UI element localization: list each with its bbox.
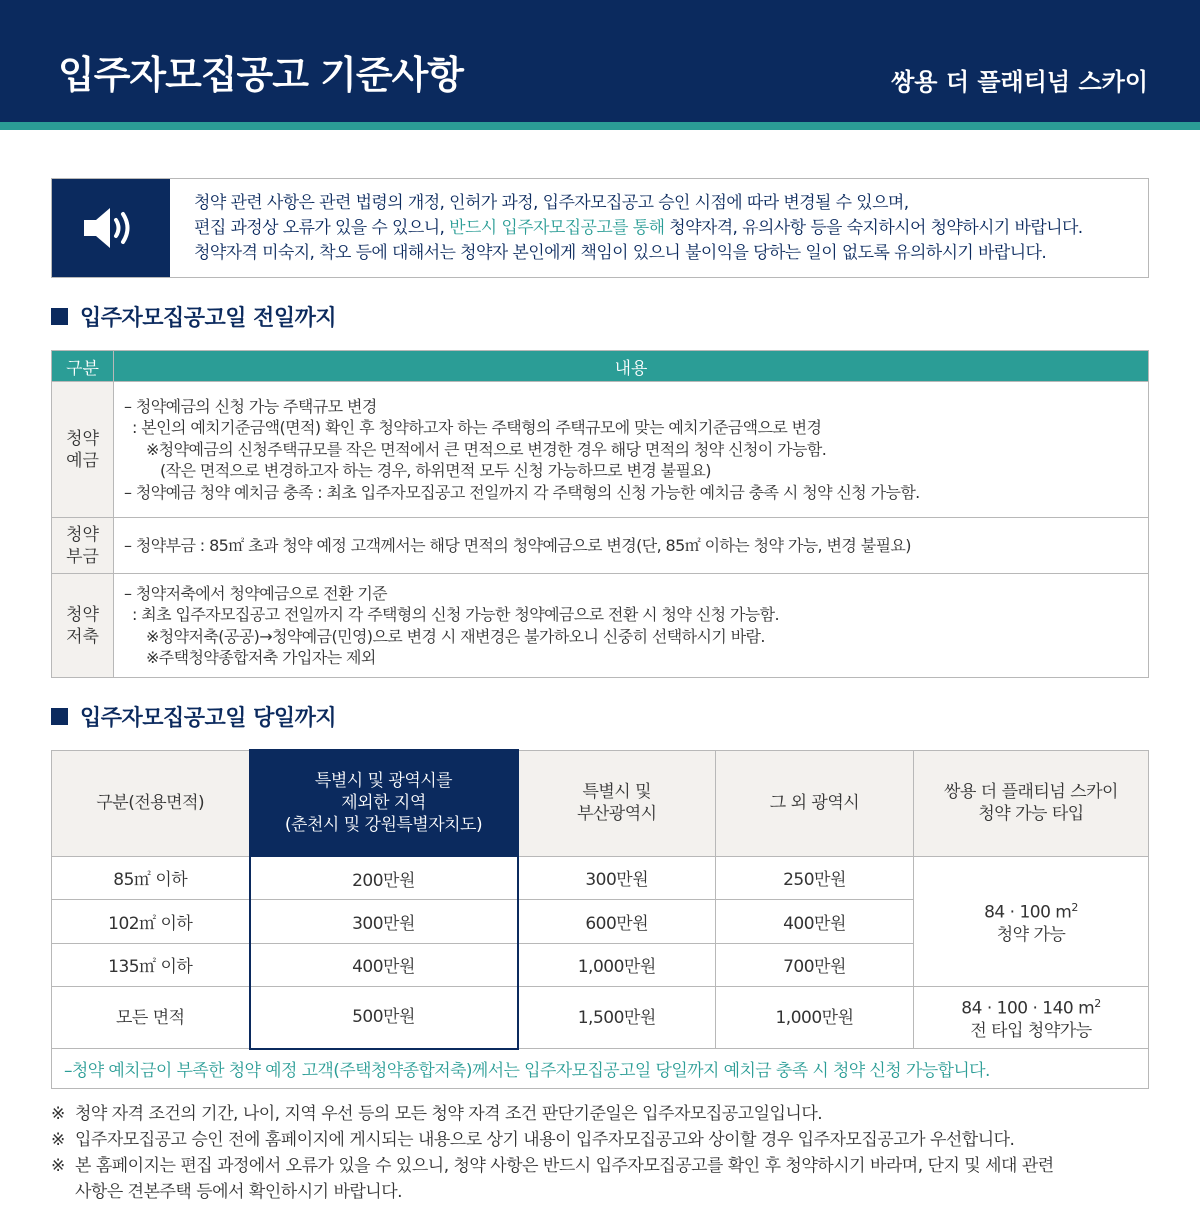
type-line: 청약 가능 [996, 924, 1066, 945]
note-item [51, 1101, 1054, 1127]
page-title: 입주자모집공고 기준사항 [58, 53, 464, 97]
cell-area: 102㎡ 이하 [52, 900, 250, 944]
cell-area: 135㎡ 이하 [52, 943, 250, 987]
note-item [51, 1127, 1054, 1153]
row-content-deposit [114, 382, 1149, 518]
note-item [51, 1153, 1054, 1205]
header-category: 구분 [52, 351, 114, 382]
notice-text [194, 191, 1083, 266]
row-content-savings [114, 574, 1149, 678]
note-mark: ※ [51, 1130, 65, 1150]
header-line: 제외한 지역 [341, 793, 426, 813]
notice-line-3: 청약자격 미숙지, 착오 등에 대해서는 청약자 본인에게 책임이 있으니 불이익을 당하는 일이 없도록 유의하시기 바랍니다. [194, 243, 1047, 263]
table-footnote-row [52, 1049, 1149, 1089]
speaker-icon [82, 206, 138, 250]
content-line: : 최초 입주자모집공고 전일까지 각 주택형의 신청 가능한 청약예금으로 전환 시 청약 신청 가능함. [132, 605, 779, 624]
content-line: (작은 면적으로 변경하고자 하는 경우, 하위면적 모두 신청 가능하므로 변경 불필요) [160, 461, 711, 481]
cell-value: 400만원 [250, 943, 518, 987]
table-header-row [52, 351, 1149, 382]
cell-value: 1,500만원 [518, 987, 716, 1049]
type-line [914, 897, 1148, 924]
content-line: ※주택청약종합저축 가입자는 제외 [146, 648, 376, 667]
type-line-sup: 2 [1094, 997, 1101, 1011]
category-line: 부금 [66, 546, 99, 567]
content-line: ※청약저축(공공)→청약예금(민영)으로 변경 시 재변경은 불가하오니 신중히 선택하시기 바람. [146, 626, 765, 646]
note-text: 청약 자격 조건의 기간, 나이, 지역 우선 등의 모든 청약 자격 조건 판단기준일은 입주자모집공고일입니다. [75, 1104, 823, 1124]
row-category-deposit [52, 382, 114, 518]
header-line: 쌍용 더 플래티넘 스카이 [944, 782, 1118, 802]
content-line: – 청약예금의 신청 가능 주택규모 변경 [124, 396, 377, 416]
notice-box [51, 178, 1149, 278]
table-footnote: –청약 예치금이 부족한 청약 예정 고객(주택청약종합저축)께서는 입주자모집공고일 당일까지 예치금 충족 시 청약 신청 가능합니다. [52, 1049, 1149, 1089]
cell-value: 250만원 [716, 856, 914, 900]
square-bullet-icon [51, 308, 68, 325]
section-title-text: 입주자모집공고일 전일까지 [80, 306, 337, 331]
table-row [52, 856, 1149, 900]
content-line: ※청약예금의 신청주택규모를 작은 면적에서 큰 면적으로 변경한 경우 해당 면적의 청약 신청이 가능함. [146, 439, 827, 459]
cell-value: 300만원 [250, 900, 518, 944]
notice-icon-panel [52, 179, 170, 277]
header-available-type [914, 750, 1149, 856]
note-mark: ※ [51, 1104, 65, 1124]
cell-value: 300만원 [518, 856, 716, 900]
category-line: 청약 [66, 428, 99, 449]
section-title-text: 입주자모집공고일 당일까지 [80, 706, 337, 731]
cell-value: 1,000만원 [518, 943, 716, 987]
notes [51, 1101, 1054, 1205]
note-mark: ※ [51, 1156, 65, 1176]
note-text-line: 사항은 견본주택 등에서 확인하시기 바랍니다. [75, 1182, 403, 1202]
cell-value: 500만원 [250, 987, 518, 1049]
section-title-same-day [51, 701, 336, 732]
table-row [52, 574, 1149, 678]
cell-value: 400만원 [716, 900, 914, 944]
content-line: : 본인의 예치기준금액(면적) 확인 후 청약하고자 하는 주택형의 주택규모에 맞는 예치기준금액으로 변경 [132, 418, 822, 438]
category-line: 저축 [66, 626, 99, 647]
section-title-day-before [51, 301, 336, 332]
content-line: – 청약예금 청약 예치금 충족 : 최초 입주자모집공고 전일까지 각 주택형의 신청 가능한 예치금 충족 시 청약 신청 가능함. [124, 482, 920, 502]
note-text-line: 본 홈페이지는 편집 과정에서 오류가 있을 수 있으니, 청약 사항은 반드시 입주자모집공고를 확인 후 청약하시기 바라며, 단지 및 세대 관련 [75, 1156, 1054, 1176]
cell-area: 85㎡ 이하 [52, 856, 250, 900]
before-announcement-table [51, 350, 1149, 678]
table-header-row [52, 750, 1149, 856]
header-accent-stripe [0, 122, 1200, 130]
notice-line-2-part-b: 청약자격, 유의사항 등을 숙지하시어 청약하시기 바랍니다. [664, 218, 1083, 238]
header-line: 청약 가능 타입 [978, 804, 1084, 824]
cell-type-all [914, 987, 1149, 1049]
row-category-installment [52, 518, 114, 574]
header-line: 특별시 및 광역시를 [314, 771, 453, 791]
header-other-metro: 그 외 광역시 [716, 750, 914, 856]
category-line: 청약 [66, 604, 99, 625]
header-area: 구분(전용면적) [52, 750, 250, 856]
cell-value: 700만원 [716, 943, 914, 987]
header-line: (춘천시 및 강원특별자치도) [284, 815, 483, 835]
content-line: – 청약저축에서 청약예금으로 전환 기준 [124, 583, 388, 603]
type-line-text: 84 · 100 · 140 m [961, 998, 1095, 1019]
category-line: 예금 [66, 450, 99, 471]
row-category-savings [52, 574, 114, 678]
row-content-installment [114, 518, 1149, 574]
type-line [914, 993, 1148, 1020]
type-line-sup: 2 [1071, 900, 1078, 914]
type-line: 전 타입 청약가능 [970, 1020, 1092, 1041]
table-row [52, 987, 1149, 1049]
cell-area: 모든 면적 [52, 987, 250, 1049]
page-header [0, 0, 1200, 122]
cell-value: 200만원 [250, 856, 518, 900]
note-text: 입주자모집공고 승인 전에 홈페이지에 게시되는 내용으로 상기 내용이 입주자모집공고와 상이할 경우 입주자모집공고가 우선합니다. [75, 1130, 1015, 1150]
header-other-regions [250, 750, 518, 856]
brand-name: 쌍용 더 플래티넘 스카이 [891, 68, 1148, 96]
notice-line-2 [194, 216, 1083, 241]
cell-value: 1,000만원 [716, 987, 914, 1049]
cell-type-available [914, 856, 1149, 987]
cell-value: 600만원 [518, 900, 716, 944]
header-line: 부산광역시 [576, 804, 657, 824]
notice-line-1: 청약 관련 사항은 관련 법령의 개정, 인허가 과정, 입주자모집공고 승인 시점에 따라 변경될 수 있으며, [194, 193, 909, 213]
type-line-text: 84 · 100 m [984, 902, 1072, 923]
note-text [75, 1153, 1054, 1205]
header-line: 특별시 및 [582, 782, 652, 802]
header-content: 내용 [114, 351, 1149, 382]
content-line: – 청약부금 : 85㎡ 초과 청약 예정 고객께서는 해당 면적의 청약예금으로 변경(단, 85㎡ 이하는 청약 가능, 변경 불필요) [124, 535, 911, 555]
category-line: 청약 [66, 524, 99, 545]
header-special-city [518, 750, 716, 856]
table-row [52, 518, 1149, 574]
notice-line-2-part-a: 편집 과정상 오류가 있을 수 있으니, [194, 218, 450, 238]
square-bullet-icon [51, 708, 68, 725]
deposit-amount-table [51, 749, 1149, 1089]
notice-line-2-accent: 반드시 입주자모집공고를 통해 [449, 218, 665, 238]
table-row [52, 382, 1149, 518]
